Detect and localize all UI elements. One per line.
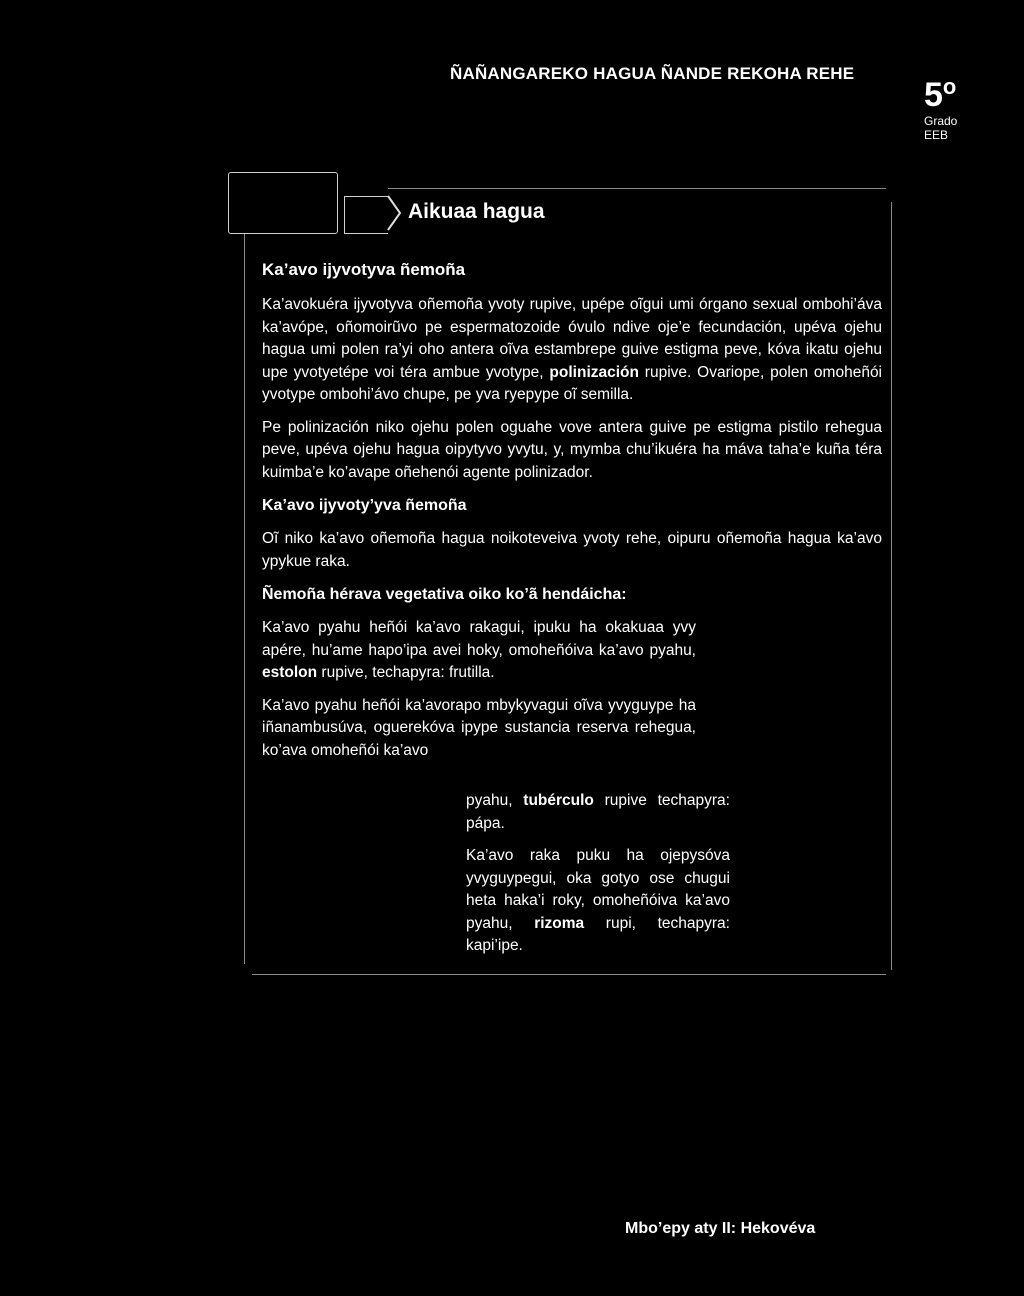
grade-number: 5$^o$ bbox=[924, 74, 957, 114]
term-tuberculo: tubérculo bbox=[523, 792, 594, 809]
frame-bottom-line bbox=[252, 974, 886, 975]
section-title: Aikuaa hagua bbox=[408, 200, 545, 223]
heading-nonflowering-plants: Ka’avo ijyvoty’yva ñemoña bbox=[262, 497, 467, 514]
grade-ordinal-symbol: o bbox=[942, 74, 957, 99]
main-content bbox=[262, 258, 882, 772]
right-column bbox=[466, 790, 730, 968]
paragraph-estolon: Ka’avo pyahu heñói ka’avo rakagui, ipuku ha okakuaa yvy apére, hu’ame hapo’ipa avei hoky, omoheñóiva ka’avo pyahu, estolon rupive, techapyra: frutilla. bbox=[262, 619, 696, 681]
narrow-column bbox=[262, 617, 696, 762]
paragraph-tuberculo: pyahu, tubérculo rupive techapyra: pápa. bbox=[466, 792, 730, 832]
paragraph-pollination: Pe polinización niko ojehu polen oguahe vove antera guive pe estigma pistilo rehegua peve, upéva ojehu hagua oipytyvo yvytu, y, mymba chu’ikuéra ha máva taha’e kuña téra kuimba’e ko’avape oñehenói agente polinizador. bbox=[262, 418, 882, 481]
paragraph-nonflowering: Oĩ niko ka’avo oñemoña hagua noikoteveiva yvoty rehe, oipuru oñemoña hagua ka’avo ypykue raka. bbox=[262, 530, 882, 570]
chevron-right-icon bbox=[382, 192, 404, 234]
term-rizoma: rizoma bbox=[534, 914, 585, 932]
grade-badge bbox=[924, 70, 957, 142]
frame-right-line bbox=[891, 202, 892, 970]
section-icon-box bbox=[228, 172, 338, 234]
frame-left-line bbox=[244, 234, 245, 964]
paragraph-rizoma: Ka’avo raka puku ha ojepysóva yvyguypegui, oka gotyo ose chugui heta haka’i roky, omoheñóiva ka’avo pyahu, rizoma rupi, techapyra: kapi’ipe. bbox=[466, 847, 730, 954]
frame-top-line bbox=[388, 188, 886, 189]
paragraph-tuber-intro: Ka’avo pyahu heñói ka’avorapo mbykyvagui oĩva yvyguype ha iñanambusúva, oguerekóva ipype sustancia reserva rehegua, ko’ava omoheñói ka’avo bbox=[262, 696, 696, 759]
term-estolon: estolon bbox=[262, 664, 318, 681]
term-polinizacion: polinización bbox=[549, 363, 639, 381]
page-header-title: ÑAÑANGAREKO HAGUA ÑANDE REKOHA REHE bbox=[450, 64, 855, 83]
page-footer: Mbo’epy aty II: Hekovéva bbox=[625, 1220, 816, 1237]
grade-label: Grado bbox=[924, 114, 958, 128]
heading-vegetative-reproduction: Ñemoña hérava vegetativa oiko ko’ã hendáicha: bbox=[262, 586, 627, 603]
heading-flowering-plants: Ka’avo ijyvotyva ñemoña bbox=[262, 260, 466, 279]
paragraph-flowering-reproduction: Ka’avokuéra ijyvotyva oñemoña yvoty rupive, upépe oĩgui umi órgano sexual ombohi’áva ka’avópe, oñomoirũvo pe espermatozoide óvulo ndive oje’e fecundación, upéva ojehu hagua umi polen ra’yi oho antera oĩva estambrepe guive estigma peve, kóva ikatu ojehu upe yvotyetépe voi téra ambue yvotype, polinización rupive. Ovariope, polen omoheñói yvotype ombohi’ávo chupe, pe yva ryepype oĩ semilla. bbox=[262, 296, 883, 403]
grade-level: EEB bbox=[924, 128, 949, 142]
